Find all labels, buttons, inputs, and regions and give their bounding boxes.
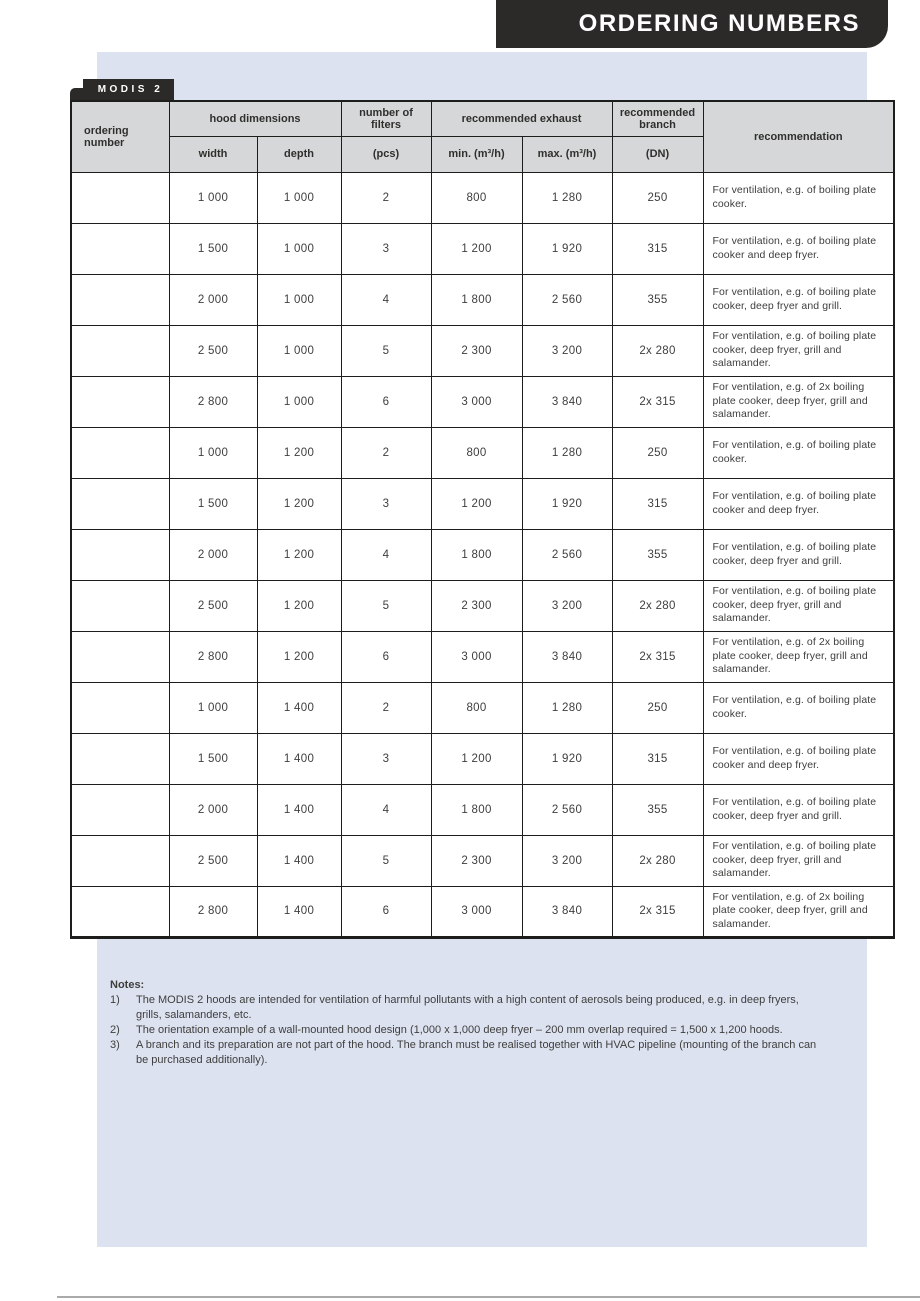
- table-row: [71, 274, 894, 325]
- recommendation-cell: For ventilation, e.g. of boiling plate cooker, deep fryer, grill and salamander.: [703, 835, 894, 886]
- depth-cell: 1 000: [257, 325, 341, 376]
- col-subheader-pcs: (pcs): [341, 136, 431, 172]
- exhaust-max-cell: 3 840: [522, 886, 612, 937]
- exhaust-max-cell: 1 920: [522, 733, 612, 784]
- tag-body: [83, 79, 174, 100]
- exhaust-min-cell: 1 200: [431, 478, 522, 529]
- filters-cell: 6: [341, 886, 431, 937]
- table-row: [71, 631, 894, 682]
- notes-title: Notes:: [110, 979, 145, 991]
- filters-cell: 2: [341, 682, 431, 733]
- ordering-number-cell: [71, 835, 169, 886]
- exhaust-min-cell: 2 300: [431, 835, 522, 886]
- width-cell: 2 800: [169, 631, 257, 682]
- exhaust-max-cell: 1 920: [522, 478, 612, 529]
- table-row: [71, 835, 894, 886]
- recommendation-cell: For ventilation, e.g. of boiling plate cooker, deep fryer and grill.: [703, 529, 894, 580]
- note-item: [110, 1023, 824, 1038]
- col-subheader-max: max. (m³/h): [522, 136, 612, 172]
- col-subheader-dn: (DN): [612, 136, 703, 172]
- ordering-number-cell: [71, 172, 169, 223]
- branch-cell: 355: [612, 274, 703, 325]
- note-text: The MODIS 2 hoods are intended for ventilation of harmful pollutants with a high content of aerosols being produced, e.g. in deep fryers, grills, salamanders, etc.: [136, 994, 799, 1021]
- exhaust-min-cell: 1 800: [431, 274, 522, 325]
- table-row: [71, 682, 894, 733]
- width-cell: 1 000: [169, 682, 257, 733]
- recommendation-cell: For ventilation, e.g. of 2x boiling plate cooker, deep fryer, grill and salamander.: [703, 886, 894, 937]
- branch-cell: 355: [612, 529, 703, 580]
- exhaust-min-cell: 1 800: [431, 784, 522, 835]
- ordering-number-cell: [71, 631, 169, 682]
- exhaust-max-cell: 2 560: [522, 784, 612, 835]
- exhaust-max-cell: 3 200: [522, 580, 612, 631]
- page-title: ORDERING NUMBERS: [578, 10, 860, 37]
- exhaust-min-cell: 2 300: [431, 325, 522, 376]
- filters-cell: 3: [341, 223, 431, 274]
- depth-cell: 1 200: [257, 478, 341, 529]
- recommendation-cell: For ventilation, e.g. of boiling plate cooker, deep fryer, grill and salamander.: [703, 325, 894, 376]
- depth-cell: 1 400: [257, 886, 341, 937]
- note-text: The orientation example of a wall-mounted hood design (1,000 x 1,000 deep fryer – 200 mm overlap required = 1,500 x 1,200 hoods.: [136, 1024, 783, 1036]
- col-header-ordering-number: [71, 101, 169, 172]
- recommendation-cell: For ventilation, e.g. of 2x boiling plate cooker, deep fryer, grill and salamander.: [703, 631, 894, 682]
- table-row: [71, 325, 894, 376]
- ordering-number-cell: [71, 223, 169, 274]
- branch-cell: 2x 315: [612, 376, 703, 427]
- exhaust-max-cell: 3 200: [522, 325, 612, 376]
- note-item: [110, 1038, 824, 1068]
- branch-cell: 2x 315: [612, 886, 703, 937]
- recommendation-cell: For ventilation, e.g. of 2x boiling plate cooker, deep fryer, grill and salamander.: [703, 376, 894, 427]
- branch-cell: 315: [612, 733, 703, 784]
- recommendation-cell: For ventilation, e.g. of boiling plate cooker.: [703, 172, 894, 223]
- table-header: [71, 101, 894, 172]
- width-cell: 2 000: [169, 784, 257, 835]
- exhaust-min-cell: 3 000: [431, 376, 522, 427]
- col-header-recommendation: recommendation: [703, 101, 894, 172]
- exhaust-max-cell: 3 840: [522, 376, 612, 427]
- branch-cell: 250: [612, 427, 703, 478]
- recommendation-cell: For ventilation, e.g. of boiling plate cooker and deep fryer.: [703, 223, 894, 274]
- branch-header-label: recommended branch: [619, 106, 696, 131]
- filters-cell: 4: [341, 274, 431, 325]
- exhaust-min-cell: 3 000: [431, 631, 522, 682]
- branch-cell: 250: [612, 682, 703, 733]
- exhaust-min-cell: 800: [431, 427, 522, 478]
- filters-cell: 6: [341, 376, 431, 427]
- exhaust-min-cell: 1 800: [431, 529, 522, 580]
- table-row: [71, 529, 894, 580]
- table-row: [71, 427, 894, 478]
- branch-cell: 315: [612, 478, 703, 529]
- exhaust-max-cell: 1 280: [522, 427, 612, 478]
- col-header-recommended-branch: [612, 101, 703, 136]
- depth-cell: 1 400: [257, 682, 341, 733]
- depth-cell: 1 000: [257, 376, 341, 427]
- width-cell: 2 800: [169, 886, 257, 937]
- exhaust-min-cell: 3 000: [431, 886, 522, 937]
- branch-cell: 315: [612, 223, 703, 274]
- ordering-numbers-table: [70, 100, 895, 939]
- recommendation-cell: For ventilation, e.g. of boiling plate cooker, deep fryer, grill and salamander.: [703, 580, 894, 631]
- recommendation-cell: For ventilation, e.g. of boiling plate cooker and deep fryer.: [703, 733, 894, 784]
- exhaust-max-cell: 1 280: [522, 172, 612, 223]
- ordering-number-cell: [71, 784, 169, 835]
- note-text: A branch and its preparation are not part of the hood. The branch must be realised together with HVAC pipeline (mounting of the branch can be purchased additionally).: [136, 1039, 817, 1066]
- table-body: [71, 172, 894, 937]
- recommendation-cell: For ventilation, e.g. of boiling plate cooker.: [703, 427, 894, 478]
- table-row: [71, 478, 894, 529]
- table-row: [71, 733, 894, 784]
- branch-cell: 250: [612, 172, 703, 223]
- ordering-number-cell: [71, 886, 169, 937]
- exhaust-max-cell: 2 560: [522, 529, 612, 580]
- depth-cell: 1 000: [257, 172, 341, 223]
- width-cell: 1 500: [169, 223, 257, 274]
- col-subheader-width: width: [169, 136, 257, 172]
- ordering-number-cell: [71, 325, 169, 376]
- table-row: [71, 580, 894, 631]
- col-subheader-depth: depth: [257, 136, 341, 172]
- product-series-label: MODIS 2: [97, 84, 164, 95]
- filters-cell: 5: [341, 835, 431, 886]
- width-cell: 2 500: [169, 835, 257, 886]
- width-cell: 1 000: [169, 427, 257, 478]
- table-row: [71, 886, 894, 937]
- ordering-number-cell: [71, 733, 169, 784]
- exhaust-min-cell: 1 200: [431, 223, 522, 274]
- exhaust-max-cell: 2 560: [522, 274, 612, 325]
- width-cell: 1 000: [169, 172, 257, 223]
- col-header-recommended-exhaust: recommended exhaust: [431, 101, 612, 136]
- depth-cell: 1 400: [257, 784, 341, 835]
- filters-cell: 4: [341, 529, 431, 580]
- table-row: [71, 223, 894, 274]
- col-header-hood-dimensions: hood dimensions: [169, 101, 341, 136]
- branch-cell: 355: [612, 784, 703, 835]
- width-cell: 2 000: [169, 274, 257, 325]
- filters-cell: 5: [341, 325, 431, 376]
- depth-cell: 1 200: [257, 427, 341, 478]
- table-row: [71, 376, 894, 427]
- exhaust-max-cell: 1 920: [522, 223, 612, 274]
- col-header-number-of-filters: [341, 101, 431, 136]
- exhaust-max-cell: 3 200: [522, 835, 612, 886]
- exhaust-min-cell: 2 300: [431, 580, 522, 631]
- page-title-bar: [496, 0, 888, 48]
- filters-cell: 5: [341, 580, 431, 631]
- recommendation-cell: For ventilation, e.g. of boiling plate cooker and deep fryer.: [703, 478, 894, 529]
- width-cell: 2 800: [169, 376, 257, 427]
- footer-rule: [57, 1296, 920, 1298]
- width-cell: 2 500: [169, 325, 257, 376]
- note-number: 1): [110, 994, 120, 1006]
- depth-cell: 1 400: [257, 835, 341, 886]
- depth-cell: 1 200: [257, 529, 341, 580]
- ordering-number-cell: [71, 682, 169, 733]
- width-cell: 2 500: [169, 580, 257, 631]
- ordering-number-cell: [71, 376, 169, 427]
- depth-cell: 1 200: [257, 631, 341, 682]
- filters-cell: 3: [341, 478, 431, 529]
- ordering-number-cell: [71, 274, 169, 325]
- notes-section: [110, 978, 824, 1068]
- depth-cell: 1 400: [257, 733, 341, 784]
- ordering-number-cell: [71, 529, 169, 580]
- width-cell: 2 000: [169, 529, 257, 580]
- table-row: [71, 784, 894, 835]
- recommendation-cell: For ventilation, e.g. of boiling plate cooker.: [703, 682, 894, 733]
- exhaust-min-cell: 800: [431, 172, 522, 223]
- exhaust-max-cell: 3 840: [522, 631, 612, 682]
- recommendation-cell: For ventilation, e.g. of boiling plate cooker, deep fryer and grill.: [703, 274, 894, 325]
- filters-cell: 2: [341, 172, 431, 223]
- exhaust-min-cell: 800: [431, 682, 522, 733]
- filters-header-label: number of filters: [359, 106, 413, 131]
- table-row: [71, 172, 894, 223]
- recommendation-cell: For ventilation, e.g. of boiling plate cooker, deep fryer and grill.: [703, 784, 894, 835]
- depth-cell: 1 000: [257, 274, 341, 325]
- notes-list: [110, 993, 824, 1068]
- product-series-tag: [70, 79, 180, 100]
- depth-cell: 1 200: [257, 580, 341, 631]
- branch-cell: 2x 280: [612, 835, 703, 886]
- ordering-number-cell: [71, 427, 169, 478]
- depth-cell: 1 000: [257, 223, 341, 274]
- ordering-number-header-label: ordering number: [84, 124, 129, 149]
- branch-cell: 2x 315: [612, 631, 703, 682]
- col-subheader-min: min. (m³/h): [431, 136, 522, 172]
- tag-foot-shape: [70, 88, 84, 100]
- filters-cell: 4: [341, 784, 431, 835]
- exhaust-max-cell: 1 280: [522, 682, 612, 733]
- filters-cell: 3: [341, 733, 431, 784]
- branch-cell: 2x 280: [612, 325, 703, 376]
- width-cell: 1 500: [169, 478, 257, 529]
- ordering-number-cell: [71, 478, 169, 529]
- width-cell: 1 500: [169, 733, 257, 784]
- branch-cell: 2x 280: [612, 580, 703, 631]
- note-number: 2): [110, 1024, 120, 1036]
- exhaust-min-cell: 1 200: [431, 733, 522, 784]
- filters-cell: 2: [341, 427, 431, 478]
- note-number: 3): [110, 1039, 120, 1051]
- filters-cell: 6: [341, 631, 431, 682]
- note-item: [110, 993, 824, 1023]
- ordering-number-cell: [71, 580, 169, 631]
